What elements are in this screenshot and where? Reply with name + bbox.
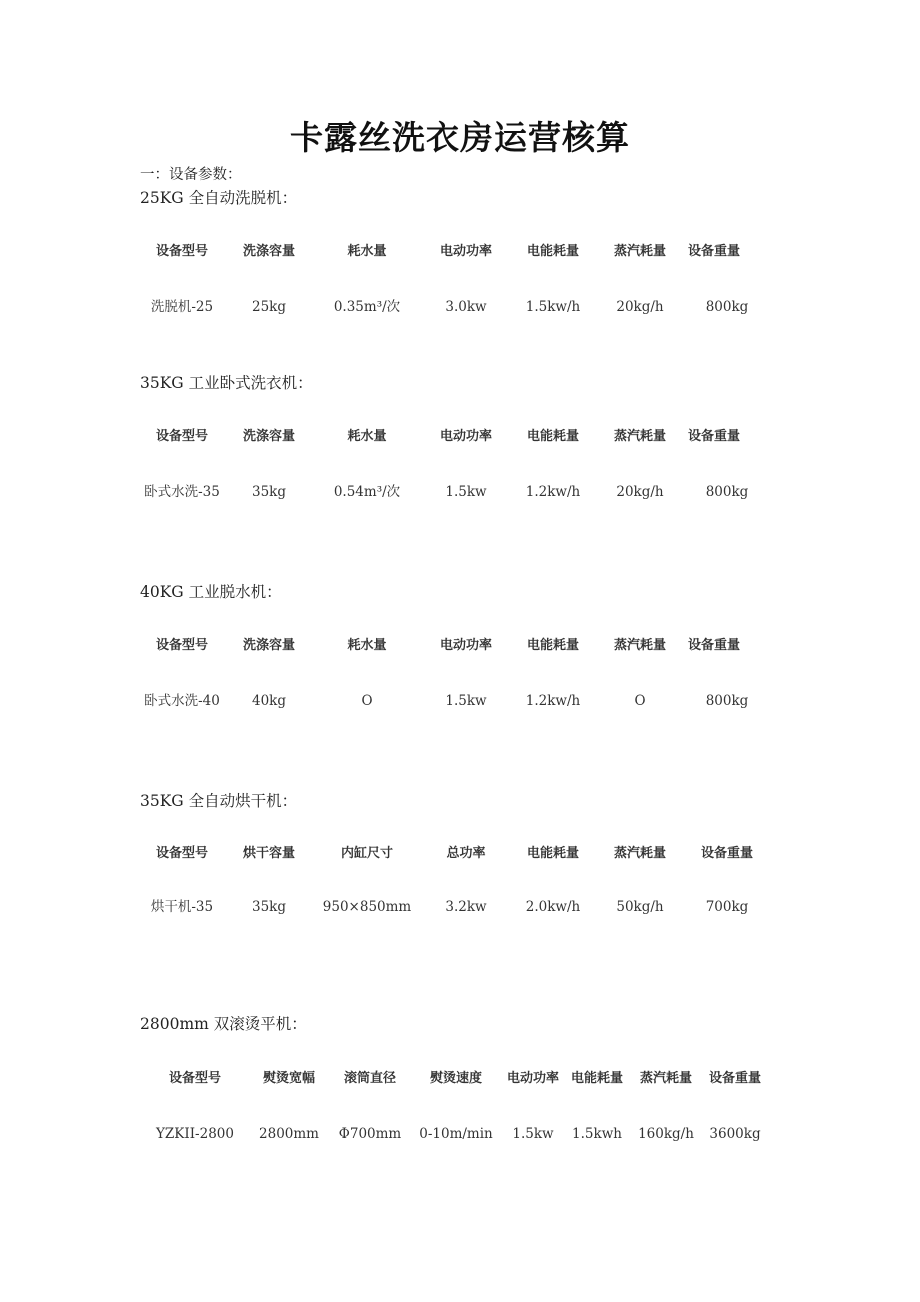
- table-row: [0, 1124, 920, 1144]
- value-cell: 0.35m³/次: [333, 299, 401, 315]
- header-cell: 电能耗量: [570, 1071, 624, 1086]
- value-cell: 800kg: [705, 299, 749, 315]
- header-cell: 设备型号: [155, 244, 209, 259]
- table-header-row: [0, 242, 920, 262]
- document-title: 卡露丝洗衣房运营核算: [290, 118, 630, 157]
- header-cell: 洗涤容量: [242, 244, 296, 259]
- header-cell: 电能耗量: [526, 244, 580, 259]
- table-header-row: [0, 427, 920, 447]
- value-cell: 1.5kw: [445, 484, 487, 500]
- header-cell: 蒸汽耗量: [613, 638, 667, 653]
- table-row: [0, 482, 920, 502]
- header-cell: 耗水量: [347, 429, 387, 444]
- value-cell: 0-10m/min: [419, 1126, 493, 1142]
- header-cell: 洗涤容量: [242, 638, 296, 653]
- header-cell: 设备重量: [708, 1071, 762, 1086]
- header-cell: 电动功率: [439, 638, 493, 653]
- header-cell: 耗水量: [347, 638, 387, 653]
- value-cell: 卧式水洗-40: [144, 693, 220, 709]
- value-cell: 烘干机-35: [150, 899, 214, 915]
- header-cell: 蒸汽耗量: [613, 846, 667, 861]
- value-cell: 20kg/h: [616, 299, 664, 315]
- value-cell: 3.2kw: [445, 899, 487, 915]
- value-cell: 1.2kw/h: [525, 693, 581, 709]
- header-cell: 电动功率: [506, 1071, 560, 1086]
- value-cell: O: [361, 693, 373, 709]
- header-cell: 滚筒直径: [343, 1071, 397, 1086]
- header-cell: 设备重量: [687, 244, 741, 259]
- value-cell: 160kg/h: [638, 1126, 694, 1142]
- header-cell: 电动功率: [439, 244, 493, 259]
- value-cell: YZKII-2800: [156, 1126, 234, 1142]
- header-cell: 设备型号: [168, 1071, 222, 1086]
- header-cell: 总功率: [446, 846, 486, 861]
- header-cell: 电能耗量: [526, 429, 580, 444]
- value-cell: 20kg/h: [616, 484, 664, 500]
- value-cell: 35kg: [251, 484, 287, 500]
- value-cell: 800kg: [705, 484, 749, 500]
- section-intro: 一：设备参数：: [140, 167, 242, 183]
- value-cell: 1.5kw: [512, 1126, 554, 1142]
- table-header-row: [0, 1069, 920, 1089]
- header-cell: 内缸尺寸: [340, 846, 394, 861]
- value-cell: 700kg: [705, 899, 749, 915]
- value-cell: O: [634, 693, 646, 709]
- value-cell: 卧式水洗-35: [144, 484, 220, 500]
- value-cell: 1.5kwh: [572, 1126, 622, 1142]
- header-cell: 设备型号: [155, 429, 209, 444]
- header-cell: 洗涤容量: [242, 429, 296, 444]
- section-heading-washer-25: 25KG 全自动洗脱机：: [140, 189, 298, 207]
- header-cell: 蒸汽耗量: [613, 429, 667, 444]
- header-cell: 电能耗量: [526, 846, 580, 861]
- value-cell: 800kg: [705, 693, 749, 709]
- header-cell: 电能耗量: [526, 638, 580, 653]
- value-cell: 3.0kw: [445, 299, 487, 315]
- value-cell: 1.5kw/h: [525, 299, 581, 315]
- header-cell: 设备型号: [155, 846, 209, 861]
- header-cell: 设备型号: [155, 638, 209, 653]
- table-header-row: [0, 636, 920, 656]
- value-cell: 950×850mm: [322, 899, 412, 915]
- value-cell: 40kg: [251, 693, 287, 709]
- value-cell: 1.5kw: [445, 693, 487, 709]
- header-cell: 电动功率: [439, 429, 493, 444]
- header-cell: 耗水量: [347, 244, 387, 259]
- value-cell: 25kg: [251, 299, 287, 315]
- table-row: [0, 297, 920, 317]
- section-heading-ironer-2800: 2800mm 双滚烫平机：: [140, 1015, 307, 1033]
- section-heading-washer-35: 35KG 工业卧式洗衣机：: [140, 374, 313, 392]
- value-cell: 1.2kw/h: [525, 484, 581, 500]
- section-heading-dryer-35: 35KG 全自动烘干机：: [140, 792, 298, 810]
- value-cell: 2.0kw/h: [525, 899, 581, 915]
- header-cell: 设备重量: [700, 846, 754, 861]
- table-row: [0, 691, 920, 711]
- table-row: [0, 897, 920, 917]
- value-cell: Φ700mm: [338, 1126, 402, 1142]
- value-cell: 50kg/h: [616, 899, 664, 915]
- section-heading-extractor-40: 40KG 工业脱水机：: [140, 583, 282, 601]
- header-cell: 熨烫速度: [429, 1071, 483, 1086]
- header-cell: 设备重量: [687, 429, 741, 444]
- value-cell: 35kg: [251, 899, 287, 915]
- value-cell: 洗脱机-25: [150, 299, 214, 315]
- value-cell: 3600kg: [709, 1126, 761, 1142]
- header-cell: 设备重量: [687, 638, 741, 653]
- header-cell: 熨烫宽幅: [262, 1071, 316, 1086]
- value-cell: 2800mm: [259, 1126, 319, 1142]
- table-header-row: [0, 844, 920, 864]
- value-cell: 0.54m³/次: [333, 484, 401, 500]
- header-cell: 蒸汽耗量: [613, 244, 667, 259]
- header-cell: 烘干容量: [242, 846, 296, 861]
- header-cell: 蒸汽耗量: [639, 1071, 693, 1086]
